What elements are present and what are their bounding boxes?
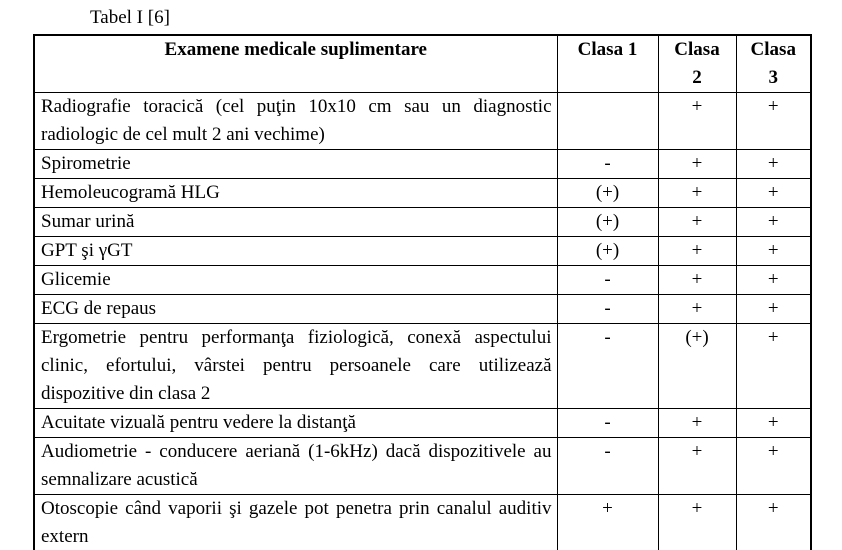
table-row [34, 438, 811, 495]
exam-name-cell: Sumar urină [34, 208, 557, 237]
class1-mark-cell: + [557, 495, 658, 550]
class2-mark-cell: + [658, 179, 736, 208]
table-header [34, 35, 811, 93]
exam-name-cell: Radiografie toracică (cel puţin 10x10 cm sau un diagnostic radiologic de cel mult 2 ani vechime) [34, 93, 557, 150]
header-class1: Clasa 1 [557, 35, 658, 93]
class1-mark-cell: - [557, 266, 658, 295]
exam-name-cell: Ergometrie pentru performanţa fiziologică, conexă aspectului clinic, efortului, vârstei pentru persoanele care utilizează dispozitive din clasa 2 [34, 324, 557, 409]
class3-mark-cell: + [736, 179, 811, 208]
table-row [34, 409, 811, 438]
exam-name-cell: Audiometrie - conducere aeriană (1-6kHz) dacă dispozitivele au semnalizare acustică [34, 438, 557, 495]
exam-name-cell: Glicemie [34, 266, 557, 295]
class3-mark-cell: + [736, 237, 811, 266]
exam-name-cell: Acuitate vizuală pentru vedere la distanţă [34, 409, 557, 438]
class1-mark-cell: - [557, 409, 658, 438]
table-caption: Tabel I [6] [90, 7, 170, 28]
class2-mark-cell: + [658, 495, 736, 550]
class2-mark-cell: + [658, 266, 736, 295]
class2-mark-cell: + [658, 409, 736, 438]
header-row [34, 35, 811, 93]
header-class3 [736, 35, 811, 93]
class2-mark-cell: + [658, 438, 736, 495]
exam-name-cell: Otoscopie când vaporii şi gazele pot penetra prin canalul auditiv extern [34, 495, 557, 550]
class1-mark-cell: (+) [557, 208, 658, 237]
class3-mark-cell: + [736, 324, 811, 409]
table-row [34, 150, 811, 179]
class1-mark-cell: - [557, 438, 658, 495]
class1-mark-cell: - [557, 324, 658, 409]
class2-mark-cell: + [658, 237, 736, 266]
class1-mark-cell: (+) [557, 237, 658, 266]
class3-mark-cell: + [736, 93, 811, 150]
header-class2 [658, 35, 736, 93]
table-row [34, 208, 811, 237]
class3-mark-cell: + [736, 409, 811, 438]
header-class2-label: Clasa 2 [674, 39, 720, 88]
class3-mark-cell: + [736, 150, 811, 179]
table-row [34, 237, 811, 266]
exam-name-cell: Spirometrie [34, 150, 557, 179]
class2-mark-cell: + [658, 295, 736, 324]
exam-name-cell: GPT şi γGT [34, 237, 557, 266]
class3-mark-cell: + [736, 495, 811, 550]
class3-mark-cell: + [736, 208, 811, 237]
table-row [34, 324, 811, 409]
exam-name-cell: ECG de repaus [34, 295, 557, 324]
exam-name-cell: Hemoleucogramă HLG [34, 179, 557, 208]
table-row [34, 93, 811, 150]
class1-mark-cell: - [557, 150, 658, 179]
table-row [34, 495, 811, 550]
table-row [34, 295, 811, 324]
class3-mark-cell: + [736, 438, 811, 495]
class1-mark-cell: - [557, 295, 658, 324]
table-row [34, 179, 811, 208]
header-exams: Examene medicale suplimentare [34, 35, 557, 93]
class2-mark-cell: + [658, 150, 736, 179]
class2-mark-cell: + [658, 93, 736, 150]
class2-mark-cell: (+) [658, 324, 736, 409]
header-class3-label: Clasa 3 [750, 39, 796, 88]
medical-exams-table [33, 34, 812, 550]
class3-mark-cell: + [736, 295, 811, 324]
table-body [34, 93, 811, 550]
class3-mark-cell: + [736, 266, 811, 295]
class1-mark-cell: (+) [557, 179, 658, 208]
class2-mark-cell: + [658, 208, 736, 237]
table-row [34, 266, 811, 295]
class1-mark-cell [557, 93, 658, 150]
